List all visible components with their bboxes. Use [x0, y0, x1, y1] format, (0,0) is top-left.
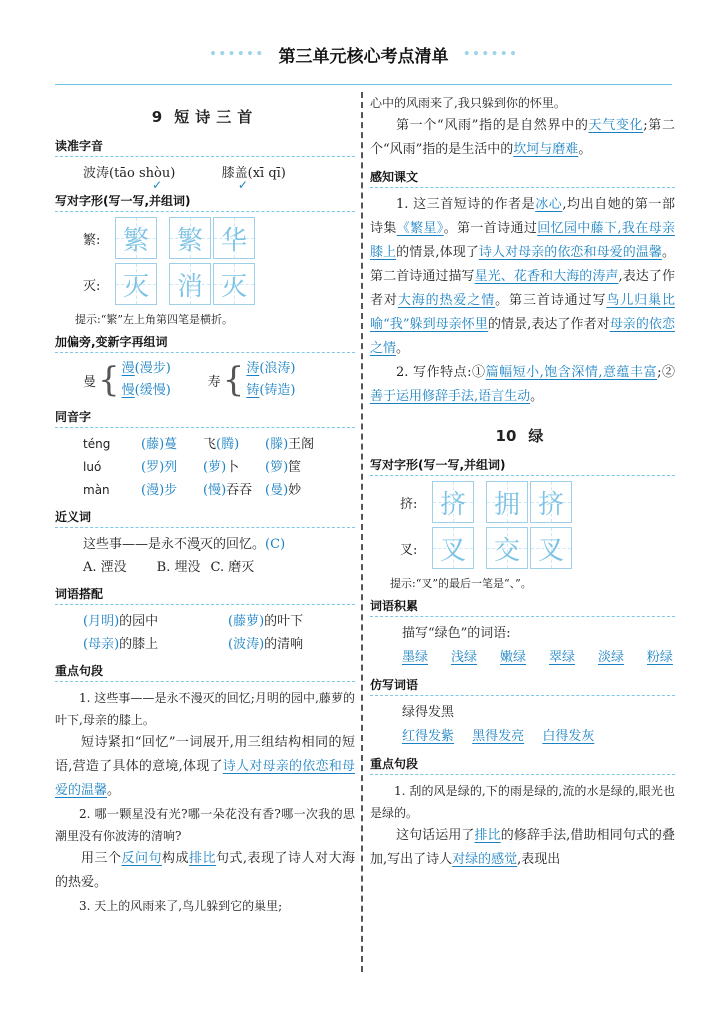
char-box: 繁 [115, 217, 157, 259]
homophone-row: téng (藤)蔓 飞(腾) (滕)王阁 [83, 437, 315, 452]
char-box: 灭 [115, 263, 157, 305]
header-dots-left: •••••• [208, 46, 265, 63]
collocation-row: (月明)的园中 (藤萝)的叶下 [83, 614, 304, 629]
key-analysis-2: 用三个反问句构成排比句式,表现了诗人对大海的热爱。 [55, 851, 355, 890]
section-key-sentences: 重点句段 [55, 662, 355, 682]
continued-sentence: 心中的风雨来了,我只躲到你的怀里。 [370, 96, 566, 110]
green-words: 墨绿 浅绿 嫩绿 翠绿 淡绿 粉绿 [402, 650, 673, 665]
char-box: 灭 [213, 263, 255, 305]
char-box: 拥 [486, 481, 528, 523]
key-sentence-1: 1. 这些事——是永不漫灭的回忆;月明的园中,藤萝的叶下,母亲的膝上。 [55, 691, 355, 727]
lesson-name: 短诗三首 [174, 108, 259, 126]
key-analysis-green: 这句话运用了排比的修辞手法,借助相同句式的叠加,写出了诗人对绿的感觉,表现出 [370, 828, 675, 867]
storm-analysis: 第一个“风雨”指的是自然界中的天气变化;第二个“风雨”指的是生活中的坎坷与磨难。 [370, 118, 675, 157]
lesson-number: 10 [495, 427, 517, 445]
synonym-question: 这些事——是永不漫灭的回忆。(C) [83, 537, 286, 552]
perceive-paragraph-2: 2. 写作特点:①篇幅短小,饱含深情,意蕴丰富;②善于运用修辞手法,语言生动。 [370, 365, 676, 404]
lesson-10-title [370, 425, 675, 446]
lesson-name: 绿 [528, 427, 550, 445]
imitate-lead: 绿得发黑 [402, 705, 455, 720]
section-key-sentences-2: 重点句段 [370, 755, 675, 775]
key-sentence-green: 1. 刮的风是绿的,下的雨是绿的,流的水是绿的,眼光也是绿的。 [370, 784, 675, 820]
section-radical: 加偏旁,变新字再组词 [55, 333, 355, 353]
section-accumulate: 词语积累 [370, 597, 675, 617]
char-box: 叉 [530, 527, 572, 569]
accumulate-lead: 描写“绿色”的词语: [402, 626, 511, 641]
perceive-paragraph-1: 1. 这三首短诗的作者是冰心,均出自她的第一部诗集《繁星》。第一首诗通过回忆园中藤下,我在母亲膝上的情景,体现了诗人对母亲的依恋和母爱的温馨。第二首诗通过描写星光、花香和大海的涛声,表达了作者对大海的热爱之情。第三首诗通过写鸟儿归巢比喻“我”躲到母亲怀里的情景,表达了作者对母亲的依恋之情。 [370, 197, 675, 356]
lesson-number: 9 [151, 108, 163, 126]
imitate-words: 红得发紫 黑得发亮 白得发灰 [402, 729, 595, 744]
char-box: 挤 [530, 481, 572, 523]
char-box: 消 [169, 263, 211, 305]
left-column [55, 92, 355, 917]
synonym-options: A. 湮没 B. 埋没 C. 磨灭 [83, 560, 255, 575]
write-tip-2: 提示:“叉”的最后一笔是“、”。 [390, 577, 532, 590]
char-box: 华 [213, 217, 255, 259]
section-imitate: 仿写词语 [370, 676, 675, 696]
header-dots-right: •••••• [462, 46, 519, 63]
radical-groups: 曼 { 漫(漫步) 慢(缓慢) 寿 { 涛(浪涛) 铸(铸造) [83, 360, 296, 400]
homophone-row: màn (漫)步 (慢)吞吞 (曼)妙 [83, 483, 302, 498]
key-analysis-1: 短诗紧扣“回忆”一词展开,用三组结构相同的短语,营造了具体的意境,体现了诗人对母亲的依恋和母爱的温馨。 [55, 735, 355, 798]
page-header [0, 42, 727, 67]
pronunciation-line: 波涛(tāo shòu) ✓ 膝盖(xī ✓ qī) [83, 166, 286, 192]
section-read: 读准字音 [55, 137, 355, 157]
key-sentence-3: 3. 天上的风雨来了,鸟儿躲到它的巢里; [79, 899, 283, 913]
key-sentence-2: 2. 哪一颗星没有光?哪一朵花没有香?哪一次我的思潮里没有你波涛的清响? [55, 807, 355, 843]
char-row-cha: 叉: 叉 交 叉 [370, 527, 675, 569]
section-write-2: 写对字形(写一写,并组词) [370, 456, 675, 476]
char-row-mie: 灭: 灭 消 灭 [55, 263, 355, 305]
section-perceive: 感知课文 [370, 168, 675, 188]
char-box: 叉 [432, 527, 474, 569]
section-write: 写对字形(写一写,并组词) [55, 192, 355, 212]
page-title: 第三单元核心考点清单 [278, 47, 449, 67]
section-collocation: 词语搭配 [55, 585, 355, 605]
section-homophone: 同音字 [55, 408, 355, 428]
char-box: 繁 [169, 217, 211, 259]
write-tip: 提示:“繁”左上角第四笔是横折。 [75, 313, 233, 326]
section-synonym: 近义词 [55, 508, 355, 528]
lesson-9-title [55, 106, 355, 127]
header-rule [55, 84, 672, 85]
homophone-row: luó (罗)列 (萝)卜 (箩)筐 [83, 460, 302, 475]
char-box: 挤 [432, 481, 474, 523]
char-row-ji: 挤: 挤 拥 挤 [370, 481, 675, 523]
char-box: 交 [486, 527, 528, 569]
char-row-fan: 繁: 繁 繁 华 [55, 217, 355, 259]
right-column [370, 92, 675, 872]
column-divider [361, 92, 363, 972]
collocation-row: (母亲)的膝上 (波涛)的清响 [83, 637, 304, 652]
